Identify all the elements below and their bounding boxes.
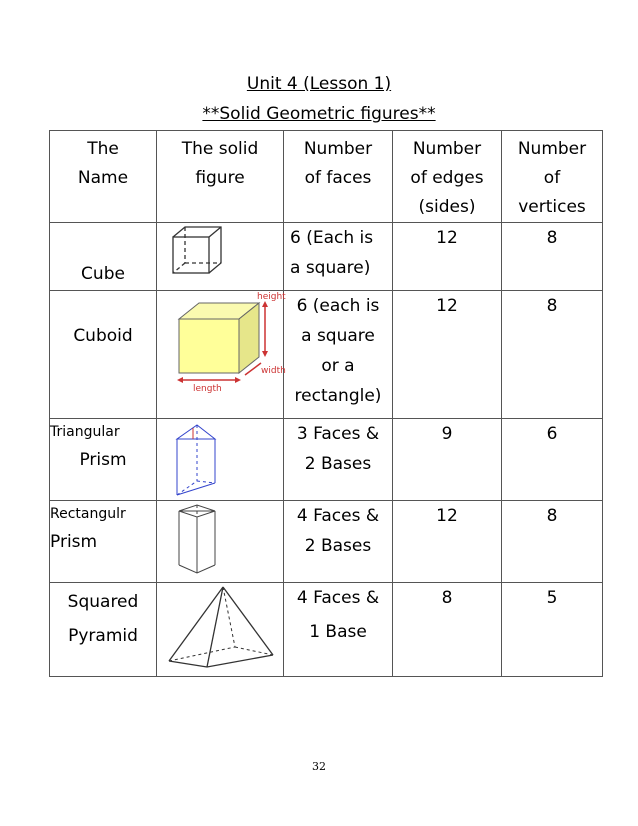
row-vertices: 8 xyxy=(502,501,603,583)
cube-figure xyxy=(157,223,283,289)
row-name xyxy=(50,501,157,583)
header-figure-line2: figure xyxy=(195,168,245,188)
row-name: Cube xyxy=(50,223,157,291)
faces-line2: 2 Bases xyxy=(304,454,372,474)
solid-figures-table xyxy=(49,130,603,677)
figure-cell xyxy=(157,501,284,583)
row-name xyxy=(50,419,157,501)
length-label: length xyxy=(193,384,222,394)
header-faces-line1: Number xyxy=(303,139,373,159)
header-name-line1: The xyxy=(87,139,119,159)
table-row xyxy=(50,291,603,419)
name-line2: Prism xyxy=(50,532,98,552)
header-faces-line2: of faces xyxy=(304,168,372,188)
faces-line2: a square xyxy=(301,326,375,346)
cuboid-figure xyxy=(157,291,286,417)
row-faces xyxy=(284,291,393,419)
row-edges: 8 xyxy=(393,583,502,677)
row-edges: 9 xyxy=(393,419,502,501)
rectangular-prism-figure xyxy=(157,501,283,581)
table-row xyxy=(50,583,603,677)
row-vertices: 8 xyxy=(502,223,603,291)
header-faces xyxy=(284,131,393,223)
figure-cell xyxy=(157,583,284,677)
header-name-line2: Name xyxy=(77,168,129,188)
faces-line1: 6 (each is xyxy=(296,296,380,316)
header-edges xyxy=(393,131,502,223)
row-faces xyxy=(284,419,393,501)
faces-line2: 2 Bases xyxy=(304,536,372,556)
faces-line3: or a xyxy=(321,356,355,376)
row-faces xyxy=(284,583,393,677)
figure-cell xyxy=(157,419,284,501)
topic-title: **Solid Geometric figures** xyxy=(202,104,436,124)
figure-cell xyxy=(157,223,284,291)
header-figure xyxy=(157,131,284,223)
name-line1: Rectangulr xyxy=(50,506,126,522)
row-name: Cuboid xyxy=(50,291,157,419)
row-faces xyxy=(284,223,393,291)
header-edges-line3: (sides) xyxy=(418,197,476,217)
header-figure-line1: The solid xyxy=(181,139,259,159)
row-name xyxy=(50,583,157,677)
row-vertices: 5 xyxy=(502,583,603,677)
header-vertices-line2: of xyxy=(543,168,561,188)
height-label: height xyxy=(257,292,286,302)
square-pyramid-figure xyxy=(157,583,283,675)
header-edges-line2: of edges xyxy=(410,168,484,188)
table-row xyxy=(50,501,603,583)
header-edges-line1: Number xyxy=(412,139,482,159)
lesson-title: Unit 4 (Lesson 1) xyxy=(246,74,392,94)
faces-line1: 6 (Each is xyxy=(290,228,374,248)
header-vertices-line1: Number xyxy=(517,139,587,159)
faces-line1: 3 Faces & xyxy=(296,424,380,444)
table-row xyxy=(50,419,603,501)
row-vertices: 6 xyxy=(502,419,603,501)
name-line2: Prism xyxy=(79,450,127,470)
faces-line2: 1 Base xyxy=(309,622,367,642)
table-row xyxy=(50,223,603,291)
width-label: width xyxy=(261,366,286,376)
row-edges: 12 xyxy=(393,223,502,291)
row-vertices: 8 xyxy=(502,291,603,419)
faces-line4: rectangle) xyxy=(294,386,382,406)
faces-line1: 4 Faces & xyxy=(296,588,380,608)
header-row xyxy=(50,131,603,223)
name-line1: Triangular xyxy=(50,424,120,440)
row-edges: 12 xyxy=(393,501,502,583)
faces-line2: a square) xyxy=(290,258,371,278)
page-number: 32 xyxy=(312,760,326,773)
triangular-prism-figure xyxy=(157,419,283,499)
header-name xyxy=(50,131,157,223)
faces-line1: 4 Faces & xyxy=(296,506,380,526)
name-line1: Squared xyxy=(67,592,139,612)
figure-cell xyxy=(157,291,284,419)
header-vertices-line3: vertices xyxy=(518,197,586,217)
row-faces xyxy=(284,501,393,583)
name-line2: Pyramid xyxy=(68,626,138,646)
row-edges: 12 xyxy=(393,291,502,419)
header-vertices xyxy=(502,131,603,223)
